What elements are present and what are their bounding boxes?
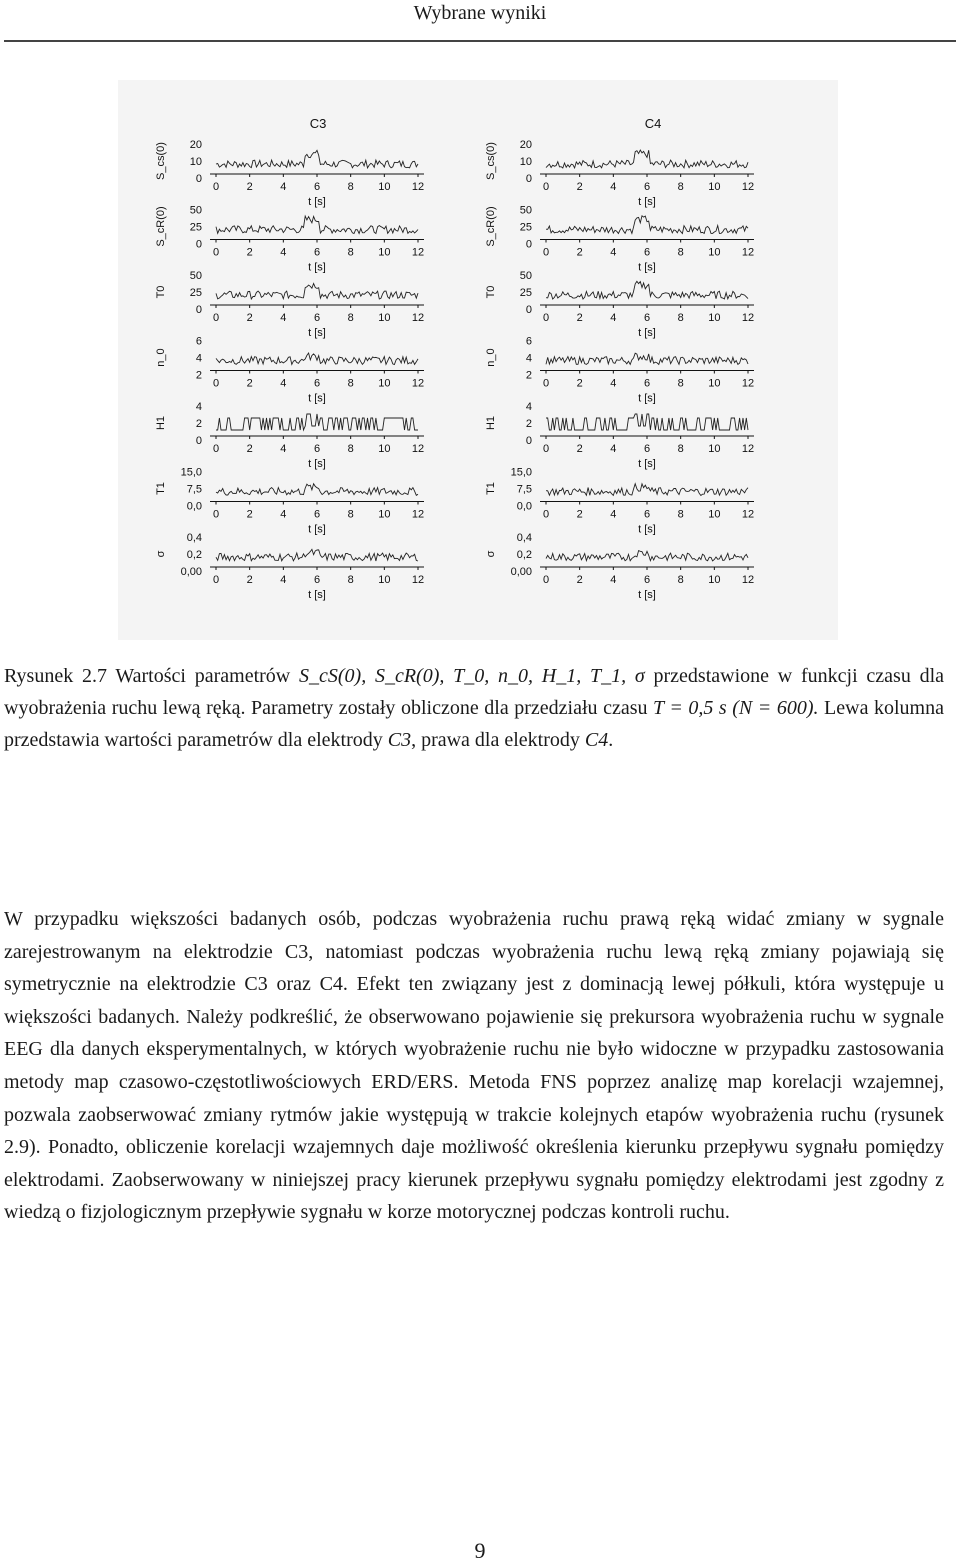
panel-xtick-label: 8	[677, 246, 684, 259]
panel-ylabel: σ	[485, 550, 497, 558]
panel-xlabel: t [s]	[308, 458, 326, 470]
panel-ylabel: S_cs(0)	[485, 142, 497, 180]
panel-xtick-label: 8	[347, 181, 354, 193]
panel-xtick-label: 8	[347, 377, 354, 390]
caption-text-2: przedstawione w funkcji czasu dla wyobrażenia ruchu lewą ręką. Parametry zostały obliczone dla przedziału czasu	[4, 665, 945, 719]
panel-signal-trace	[546, 484, 748, 496]
panel-xtick-label: 12	[411, 574, 425, 586]
panel-ytick-label: 50	[189, 204, 202, 217]
panel-xtick-label: 2	[576, 377, 583, 390]
panel-xlabel: t [s]	[308, 196, 326, 208]
panel-ytick-label: 2	[195, 418, 202, 430]
panel-ytick-label: 6	[195, 335, 202, 348]
panel-signal-trace	[216, 414, 418, 430]
panel-xtick-label: 2	[576, 312, 583, 324]
panel-ytick-label: 20	[189, 139, 202, 151]
panel-xtick-label: 0	[542, 312, 550, 324]
panel-ytick-label: 2	[525, 369, 532, 382]
panel-ytick-label: 10	[519, 156, 532, 168]
panel-signal-trace	[216, 284, 418, 300]
panel-ytick-label: 50	[519, 204, 532, 217]
panel-ytick-label: 0,2	[516, 549, 532, 561]
panel-ytick-label: 0,0	[516, 500, 532, 513]
panel-ylabel: T0	[485, 285, 497, 299]
panel-xtick-label: 10	[708, 574, 721, 586]
panel-ytick-label: 2	[195, 369, 202, 382]
panel-signal-trace	[546, 551, 748, 561]
panel-xtick-label: 12	[411, 508, 425, 521]
panel-xtick-label: 0	[212, 574, 220, 586]
running-header	[0, 0, 960, 36]
panel-xtick-label: 0	[212, 443, 220, 455]
panel-ytick-label: 10	[189, 156, 202, 168]
panel-xtick-label: 10	[378, 246, 391, 259]
panel-xlabel: t [s]	[638, 589, 656, 601]
panel-xtick-label: 6	[643, 181, 651, 193]
caption-text-5: .	[608, 729, 614, 751]
panel-xtick-label: 6	[313, 246, 321, 259]
panel-signal-trace	[546, 150, 748, 168]
panel-ytick-label: 0,4	[516, 532, 532, 544]
panel-ylabel: n_0	[485, 348, 497, 367]
panel-xtick-label: 10	[378, 508, 391, 521]
caption-c4: C4	[584, 729, 609, 751]
panel-xtick-label: 4	[280, 377, 287, 390]
panel-xtick-label: 0	[542, 443, 550, 455]
panel-xtick-label: 0	[212, 246, 220, 259]
panel-ytick-label: 0	[525, 435, 532, 447]
panel-xlabel: t [s]	[638, 327, 656, 339]
panel-xtick-label: 2	[246, 508, 253, 521]
panel-ytick-label: 0	[525, 173, 532, 185]
panel-xtick-label: 12	[741, 312, 755, 324]
panel-ytick-label: 20	[519, 139, 532, 151]
panel-xtick-label: 6	[313, 443, 321, 455]
panel-xtick-label: 4	[610, 443, 617, 455]
panel-xtick-label: 4	[280, 574, 287, 586]
figure-caption	[4, 660, 944, 756]
panel-xlabel: t [s]	[638, 261, 656, 274]
panel-xtick-label: 2	[246, 312, 253, 324]
panel-signal-trace	[216, 216, 418, 233]
panel-xtick-label: 6	[643, 377, 651, 390]
panel-ytick-label: 4	[195, 352, 202, 365]
panel-ylabel: H1	[485, 415, 497, 431]
panel-xtick-label: 4	[610, 377, 617, 390]
panel-xtick-label: 6	[643, 443, 651, 455]
panel-xtick-label: 8	[677, 508, 684, 521]
panel-xtick-label: 10	[378, 181, 391, 193]
panel-ylabel: S_cs(0)	[155, 142, 167, 180]
panel-xtick-label: 4	[610, 246, 617, 259]
panel-xtick-label: 6	[643, 574, 651, 586]
panel-signal-trace	[216, 353, 418, 365]
panel-xtick-label: 2	[576, 574, 583, 586]
panel-signal-trace	[546, 216, 748, 234]
panel-xtick-label: 4	[610, 574, 617, 586]
panel-xlabel: t [s]	[638, 392, 656, 405]
panel-xlabel: t [s]	[308, 327, 326, 339]
panel-xtick-label: 6	[313, 377, 321, 390]
panel-xtick-label: 8	[347, 246, 354, 259]
panel-xtick-label: 10	[378, 443, 391, 455]
panel-ylabel: n_0	[155, 348, 167, 367]
panel-ytick-label: 15,0	[510, 466, 532, 479]
panel-xlabel: t [s]	[638, 196, 656, 208]
caption-params: S_cS(0), S_cR(0), T_0, n_0, H_1, T_1, σ	[299, 665, 645, 687]
panel-xtick-label: 2	[246, 246, 253, 259]
panel-xtick-label: 2	[246, 574, 253, 586]
panel-xtick-label: 0	[212, 508, 220, 521]
panel-xtick-label: 6	[643, 312, 651, 324]
panel-xtick-label: 6	[643, 246, 651, 259]
panel-xtick-label: 8	[347, 443, 354, 455]
panel-xtick-label: 4	[610, 312, 617, 324]
panel-xlabel: t [s]	[308, 589, 326, 601]
panel-ylabel: T0	[155, 285, 167, 299]
panel-xtick-label: 10	[708, 312, 721, 324]
panel-ytick-label: 2	[525, 418, 532, 430]
panel-xtick-label: 0	[212, 312, 220, 324]
panel-xtick-label: 6	[313, 312, 321, 324]
panel-ytick-label: 0,4	[186, 532, 202, 544]
panel-signal-trace	[216, 484, 418, 496]
caption-text-1: Wartości parametrów	[106, 665, 299, 687]
panel-ytick-label: 0	[195, 173, 202, 185]
panel-ytick-label: 0	[195, 435, 202, 447]
panel-xtick-label: 2	[246, 377, 253, 390]
panel-xtick-label: 4	[610, 508, 617, 521]
panel-xtick-label: 4	[280, 312, 287, 324]
page-number: 9	[474, 1538, 486, 1563]
panel-xlabel: t [s]	[308, 523, 326, 536]
panel-xtick-label: 2	[246, 443, 253, 455]
panel-xtick-label: 8	[677, 377, 684, 390]
panel-xtick-label: 2	[576, 508, 583, 521]
caption-text-3: Lewa kolumna przedstawia wartości parametrów dla elektrody	[4, 697, 944, 751]
panel-xtick-label: 0	[212, 377, 220, 390]
panel-xtick-label: 12	[741, 246, 755, 259]
header-divider	[4, 40, 956, 42]
caption-text-4: , prawa dla elektrody	[411, 729, 585, 751]
panel-ytick-label: 6	[525, 335, 532, 348]
panel-xtick-label: 12	[411, 312, 425, 324]
panel-ylabel: S_cR(0)	[155, 206, 167, 247]
panel-xtick-label: 6	[313, 181, 321, 193]
panel-xlabel: t [s]	[638, 458, 656, 470]
panel-xtick-label: 2	[246, 181, 253, 193]
panel-ylabel: T1	[155, 482, 167, 495]
panel-ytick-label: 0,0	[186, 500, 202, 513]
panel-xtick-label: 8	[677, 443, 684, 455]
panel-ytick-label: 0	[195, 238, 202, 251]
panel-ylabel: H1	[155, 415, 167, 431]
panel-ytick-label: 15,0	[180, 466, 202, 479]
panel-xtick-label: 10	[378, 574, 391, 586]
figure-parameter-plots	[118, 80, 838, 640]
panel-xtick-label: 8	[347, 312, 354, 324]
panel-xtick-label: 12	[411, 443, 425, 455]
panel-ytick-label: 0,00	[180, 566, 202, 578]
panel-xtick-label: 0	[542, 377, 550, 390]
panel-xtick-label: 12	[741, 377, 755, 390]
panel-xtick-label: 10	[708, 246, 721, 259]
panel-xtick-label: 4	[610, 181, 617, 193]
column-title-c4: C4	[644, 116, 662, 131]
panel-xtick-label: 12	[411, 377, 425, 390]
panel-ytick-label: 50	[189, 270, 202, 282]
panel-xtick-label: 0	[542, 181, 550, 193]
panel-ytick-label: 7,5	[516, 483, 532, 496]
panel-xtick-label: 4	[280, 181, 287, 193]
panel-xtick-label: 12	[741, 508, 755, 521]
panel-xtick-label: 10	[708, 443, 721, 455]
panel-ytick-label: 4	[525, 401, 532, 413]
panel-xtick-label: 0	[542, 508, 550, 521]
panel-ytick-label: 7,5	[186, 483, 202, 496]
panel-xtick-label: 10	[708, 181, 721, 193]
panel-signal-trace	[546, 353, 748, 364]
panel-xtick-label: 6	[313, 574, 321, 586]
caption-label: Rysunek 2.7	[4, 665, 107, 687]
body-paragraph: W przypadku większości badanych osób, podczas wyobrażenia ruchu prawą ręką widać zmiany w sygnale zarejestrowanym na elektrodzie C3, natomiast podczas wyobrażenia ruchu lewą ręką zmiany pojawiają się symetrycznie na elektrodzie C3 oraz C4. Efekt ten związany jest z dominacją lewej półkuli, która występuje u większości badanych. Należy podkreślić, że obserwowano pojawienie się prekursora wyobrażenia ruchu w sygnale EEG dla danych eksperymentalnych, w których wyobrażenie ruchu nie było widoczne w przypadku zastosowania metody map czasowo-częstotliwościowych ERD/ERS. Metoda FNS poprzez analizę map korelacji wzajemnej, pozwala zaobserwować zmiany rytmów jakie występują w trakcie kolejnych etapów wyobrażenia ruchu (rysunek 2.9). Ponadto, obliczenie korelacji wzajemnych daje możliwość określenia kierunku przepływu sygnału pomiędzy elektrodami. Zaobserwowany w niniejszej pracy kierunek przepływu sygnału pomiędzy elektrodami jest zgodny z wiedzą o fizjologicznym przepływie sygnału w korze motorycznej podczas kontroli ruchu.	[4, 908, 944, 1224]
panel-xtick-label: 10	[708, 377, 721, 390]
column-title-c3: C3	[309, 116, 327, 131]
panel-xlabel: t [s]	[308, 392, 326, 405]
panel-xtick-label: 4	[280, 246, 287, 259]
panel-xtick-label: 10	[378, 312, 391, 324]
panel-signal-trace	[546, 414, 748, 430]
panel-xtick-label: 4	[280, 508, 287, 521]
panel-signal-trace	[216, 150, 418, 168]
panel-signal-trace	[546, 281, 748, 299]
panel-xtick-label: 2	[576, 443, 583, 455]
panel-xtick-label: 12	[741, 443, 755, 455]
panel-xtick-label: 8	[347, 508, 354, 521]
panel-ylabel: σ	[155, 550, 167, 558]
panel-signal-trace	[216, 549, 418, 561]
panel-xtick-label: 6	[643, 508, 651, 521]
panel-ytick-label: 0	[195, 304, 202, 316]
panel-ytick-label: 0,2	[186, 549, 202, 561]
panel-ytick-label: 0,00	[510, 566, 532, 578]
panel-xtick-label: 10	[378, 377, 391, 390]
panel-xtick-label: 12	[411, 181, 425, 193]
panel-xtick-label: 8	[677, 574, 684, 586]
panel-ytick-label: 4	[525, 352, 532, 365]
caption-interval: T = 0,5 s (N = 600).	[653, 697, 819, 719]
panel-xtick-label: 2	[576, 181, 583, 193]
panel-xtick-label: 12	[741, 574, 755, 586]
panel-ytick-label: 25	[519, 221, 532, 234]
panel-ytick-label: 4	[195, 401, 202, 413]
panel-xtick-label: 12	[411, 246, 425, 259]
panel-xtick-label: 4	[280, 443, 287, 455]
panel-xtick-label: 0	[212, 181, 220, 193]
panel-xlabel: t [s]	[308, 261, 326, 274]
panel-ytick-label: 0	[525, 304, 532, 316]
panel-xtick-label: 0	[542, 246, 550, 259]
panel-xtick-label: 10	[708, 508, 721, 521]
panel-xlabel: t [s]	[638, 523, 656, 536]
panel-xtick-label: 0	[542, 574, 550, 586]
panel-xtick-label: 2	[576, 246, 583, 259]
panel-ytick-label: 25	[189, 221, 202, 234]
panel-xtick-label: 8	[347, 574, 354, 586]
caption-c3: C3	[387, 729, 412, 751]
running-header-title: Wybrane wyniki	[413, 2, 547, 24]
panel-ytick-label: 25	[189, 287, 202, 299]
panel-ylabel: T1	[485, 482, 497, 495]
panel-xtick-label: 6	[313, 508, 321, 521]
panel-ytick-label: 50	[519, 270, 532, 282]
panel-xtick-label: 8	[677, 312, 684, 324]
panel-xtick-label: 12	[741, 181, 755, 193]
panel-ytick-label: 0	[525, 238, 532, 251]
panel-ytick-label: 25	[519, 287, 532, 299]
panel-xtick-label: 8	[677, 181, 684, 193]
panel-ylabel: S_cR(0)	[485, 206, 497, 247]
